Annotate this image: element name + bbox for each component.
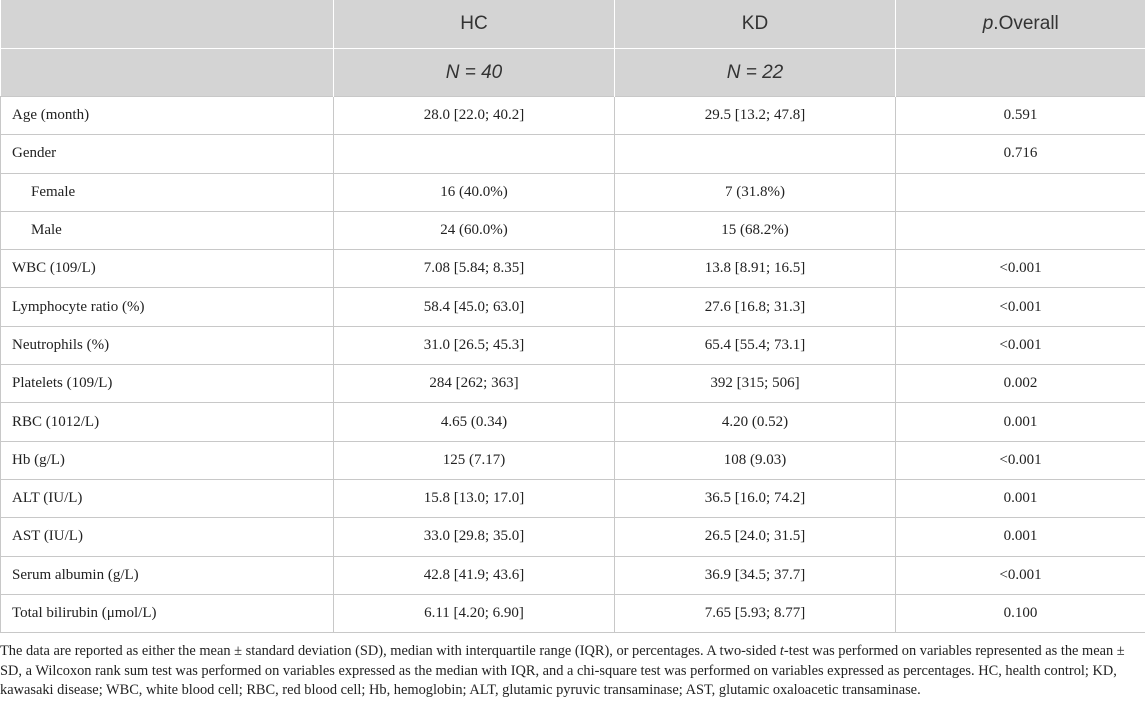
kd-value-cell: 392 [315; 506] — [615, 365, 896, 403]
table-row — [1, 594, 1145, 632]
header-kd: KD — [615, 0, 896, 49]
kd-value-cell: 36.5 [16.0; 74.2] — [615, 479, 896, 517]
table-body — [1, 97, 1145, 633]
row-label-cell: Platelets (109/L) — [1, 365, 334, 403]
p-value-cell: 0.100 — [896, 594, 1145, 632]
table-row — [1, 97, 1145, 135]
table-row — [1, 211, 1145, 249]
p-value-cell — [896, 173, 1145, 211]
row-label-cell: Lymphocyte ratio (%) — [1, 288, 334, 326]
footnote-part2: -test was performed on variables represented as the mean ± SD, a Wilcoxon rank sum test was performed on variables expressed as the median with IQR, and a chi-square test was performed on variables expressed as percentages. HC, health control; KD, kawasaki disease; WBC, white blood cell; RBC, red blood cell; Hb, hemoglobin; ALT, glutamic pyruvic transaminase; AST, glutamic oxaloacetic transaminase. — [0, 643, 1125, 698]
table-row — [1, 518, 1145, 556]
p-value-cell: <0.001 — [896, 556, 1145, 594]
footnote-t-italic: t — [780, 643, 784, 659]
table-row — [1, 135, 1145, 173]
header-row — [1, 0, 1145, 49]
hc-value-cell — [334, 135, 615, 173]
hc-value-cell: 284 [262; 363] — [334, 365, 615, 403]
hc-value-cell: 7.08 [5.84; 8.35] — [334, 250, 615, 288]
kd-value-cell: 7 (31.8%) — [615, 173, 896, 211]
p-value-cell: <0.001 — [896, 441, 1145, 479]
kd-value-cell: 108 (9.03) — [615, 441, 896, 479]
header-p-suffix: .Overall — [993, 13, 1058, 34]
kd-value-cell: 29.5 [13.2; 47.8] — [615, 97, 896, 135]
row-label-cell: Female — [1, 173, 334, 211]
row-label-cell: Hb (g/L) — [1, 441, 334, 479]
table-row — [1, 403, 1145, 441]
row-label-cell: RBC (1012/L) — [1, 403, 334, 441]
table-header — [1, 0, 1145, 97]
hc-value-cell: 28.0 [22.0; 40.2] — [334, 97, 615, 135]
p-value-cell: <0.001 — [896, 250, 1145, 288]
hc-value-cell: 58.4 [45.0; 63.0] — [334, 288, 615, 326]
p-value-cell: 0.001 — [896, 479, 1145, 517]
row-label-cell: AST (IU/L) — [1, 518, 334, 556]
hc-value-cell: 4.65 (0.34) — [334, 403, 615, 441]
header-n-p — [896, 49, 1145, 97]
header-n-hc: N = 40 — [334, 49, 615, 97]
table-row — [1, 479, 1145, 517]
table-footnote — [0, 633, 1140, 701]
hc-value-cell: 16 (40.0%) — [334, 173, 615, 211]
header-n-kd: N = 22 — [615, 49, 896, 97]
header-n-empty — [1, 49, 334, 97]
hc-value-cell: 42.8 [41.9; 43.6] — [334, 556, 615, 594]
kd-value-cell — [615, 135, 896, 173]
p-value-cell: 0.716 — [896, 135, 1145, 173]
hc-value-cell: 24 (60.0%) — [334, 211, 615, 249]
kd-value-cell: 65.4 [55.4; 73.1] — [615, 326, 896, 364]
row-label-cell: Total bilirubin (μmol/L) — [1, 594, 334, 632]
row-label-cell: ALT (IU/L) — [1, 479, 334, 517]
header-empty-cell — [1, 0, 334, 49]
row-label-cell: Neutrophils (%) — [1, 326, 334, 364]
kd-value-cell: 27.6 [16.8; 31.3] — [615, 288, 896, 326]
table-row — [1, 250, 1145, 288]
kd-value-cell: 36.9 [34.5; 37.7] — [615, 556, 896, 594]
p-value-cell: 0.591 — [896, 97, 1145, 135]
p-value-cell: 0.001 — [896, 403, 1145, 441]
table-row — [1, 326, 1145, 364]
p-value-cell: <0.001 — [896, 288, 1145, 326]
kd-value-cell: 13.8 [8.91; 16.5] — [615, 250, 896, 288]
table-row — [1, 173, 1145, 211]
kd-value-cell: 7.65 [5.93; 8.77] — [615, 594, 896, 632]
hc-value-cell: 125 (7.17) — [334, 441, 615, 479]
p-value-cell: 0.001 — [896, 518, 1145, 556]
hc-value-cell: 6.11 [4.20; 6.90] — [334, 594, 615, 632]
p-value-cell: <0.001 — [896, 326, 1145, 364]
p-value-cell: 0.002 — [896, 365, 1145, 403]
row-label-cell: Serum albumin (g/L) — [1, 556, 334, 594]
table-row — [1, 365, 1145, 403]
header-p-overall — [896, 0, 1145, 49]
kd-value-cell: 15 (68.2%) — [615, 211, 896, 249]
table-row — [1, 288, 1145, 326]
hc-value-cell: 31.0 [26.5; 45.3] — [334, 326, 615, 364]
header-n-row — [1, 49, 1145, 97]
table-row — [1, 441, 1145, 479]
kd-value-cell: 26.5 [24.0; 31.5] — [615, 518, 896, 556]
row-label-cell: Gender — [1, 135, 334, 173]
table-row — [1, 556, 1145, 594]
footnote-part1: The data are reported as either the mean ± standard deviation (SD), median with interquartile range (IQR), or percentages. A two-sided — [0, 643, 780, 659]
header-p-prefix: p — [983, 13, 994, 34]
row-label-cell: Age (month) — [1, 97, 334, 135]
hc-value-cell: 15.8 [13.0; 17.0] — [334, 479, 615, 517]
hc-value-cell: 33.0 [29.8; 35.0] — [334, 518, 615, 556]
p-value-cell — [896, 211, 1145, 249]
row-label-cell: Male — [1, 211, 334, 249]
header-hc: HC — [334, 0, 615, 49]
row-label-cell: WBC (109/L) — [1, 250, 334, 288]
kd-value-cell: 4.20 (0.52) — [615, 403, 896, 441]
